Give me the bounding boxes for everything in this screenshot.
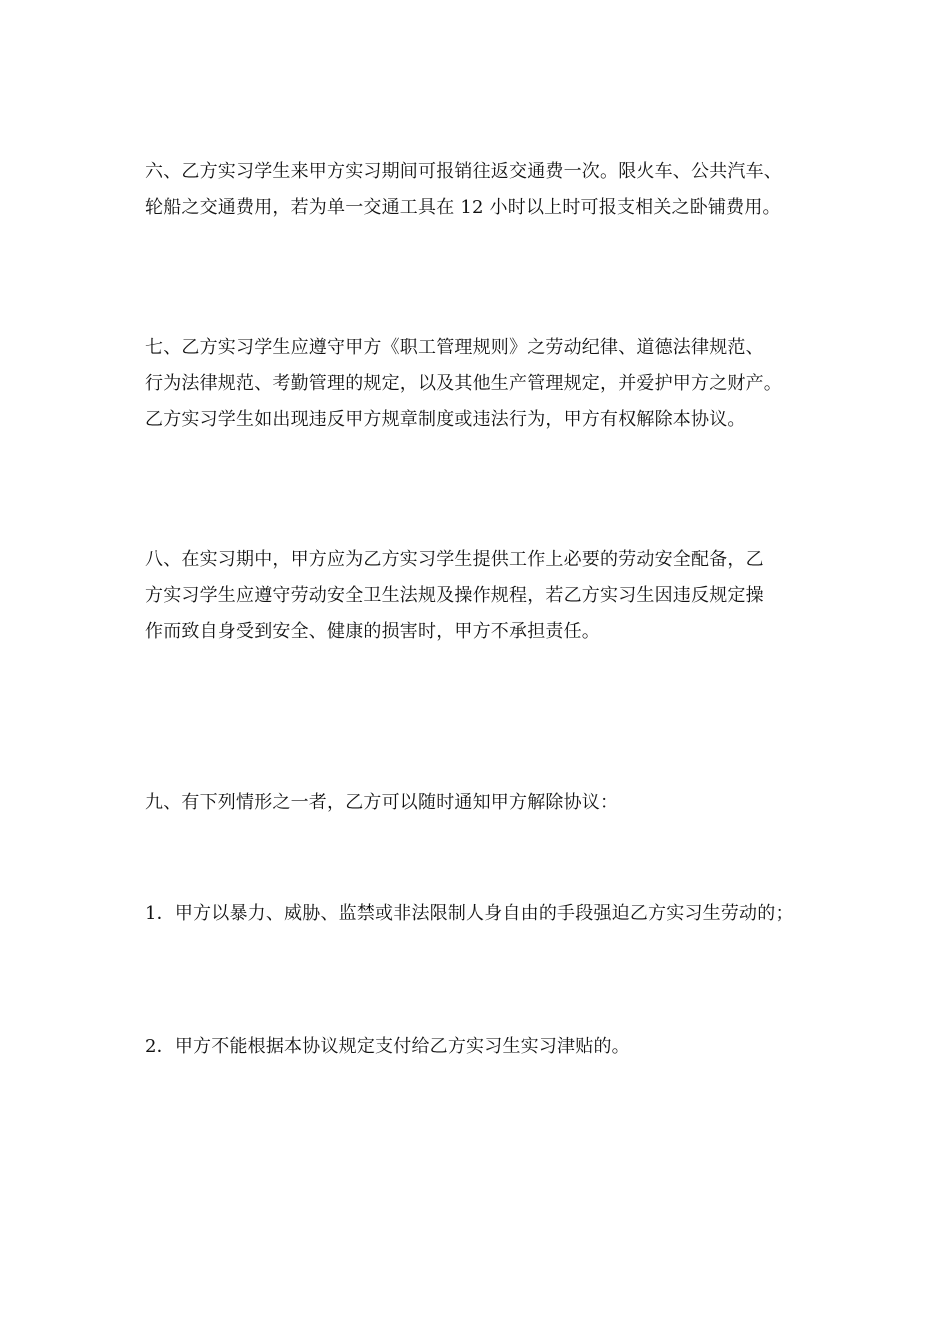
text-line: 乙方实习学生如出现违反甲方规章制度或违法行为，甲方有权解除本协议。 <box>145 409 746 430</box>
text-line: 轮船之交通费用，若为单一交通工具在 12 小时以上时可报支相关之卧铺费用。 <box>145 197 781 218</box>
text-line: 作而致自身受到安全、健康的损害时，甲方不承担责任。 <box>145 621 600 642</box>
text-line: 方实习学生应遵守劳动安全卫生法规及操作规程，若乙方实习生因违反规定操 <box>145 585 764 606</box>
clause-9-paragraph <box>145 785 835 821</box>
clause-9-item-1 <box>145 896 835 932</box>
text-line: 八、在实习期中，甲方应为乙方实习学生提供工作上必要的劳动安全配备，乙 <box>145 549 764 570</box>
clause-7-paragraph <box>145 330 835 438</box>
text-line: 2．甲方不能根据本协议规定支付给乙方实习生实习津贴的。 <box>145 1036 630 1057</box>
text-line: 行为法律规范、考勤管理的规定，以及其他生产管理规定，并爱护甲方之财产。 <box>145 373 782 394</box>
text-line: 六、乙方实习学生来甲方实习期间可报销往返交通费一次。限火车、公共汽车、 <box>145 161 782 182</box>
clause-8-paragraph <box>145 542 835 650</box>
clause-9-item-2 <box>145 1029 835 1065</box>
text-line: 1．甲方以暴力、威胁、监禁或非法限制人身自由的手段强迫乙方实习生劳动的； <box>145 903 794 924</box>
text-line: 九、有下列情形之一者，乙方可以随时通知甲方解除协议： <box>145 792 619 813</box>
clause-6-paragraph <box>145 154 835 226</box>
text-line: 七、乙方实习学生应遵守甲方《职工管理规则》之劳动纪律、道德法律规范、 <box>145 337 764 358</box>
